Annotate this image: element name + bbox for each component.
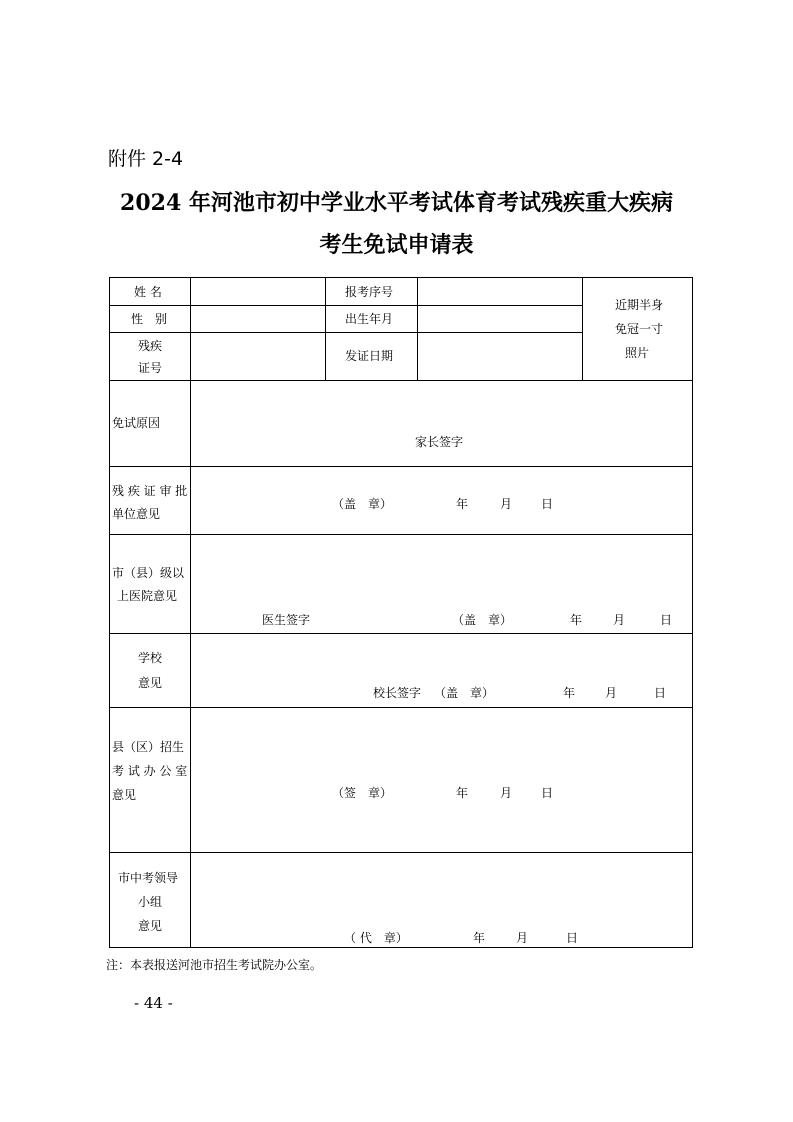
table-row-line	[109, 305, 583, 306]
day-label: 日	[541, 786, 554, 800]
photo-hint: 免冠一寸	[615, 322, 664, 336]
county-office-label: 考 试 办 公 室	[112, 764, 188, 778]
name-label: 姓 名	[134, 285, 162, 299]
year-label: 年	[473, 931, 486, 945]
school-label: 意见	[138, 676, 163, 690]
seal-label: （盖 章）	[452, 613, 513, 627]
photo-divider	[582, 277, 583, 381]
approval-label: 单位意见	[112, 507, 161, 521]
table-border-bottom	[109, 947, 693, 948]
county-office-label: 意见	[112, 788, 137, 802]
reason-label: 免试原因	[112, 416, 161, 430]
proxy-seal-label: （ 代 章）	[344, 931, 408, 945]
table-row-line	[109, 707, 693, 708]
table-border-top	[109, 277, 693, 278]
hospital-label: 上医院意见	[117, 589, 178, 603]
city-group-label: 意见	[138, 919, 163, 933]
gender-label: 性 别	[131, 312, 168, 326]
day-label: 日	[660, 613, 673, 627]
page-subtitle: 考生免试申请表	[319, 232, 474, 258]
table-row-line	[109, 380, 693, 381]
disability-cert-label: 残疾	[138, 339, 163, 353]
photo-hint: 近期半身	[615, 298, 664, 312]
year-label: 年	[456, 497, 469, 511]
table-row-line	[109, 534, 693, 535]
day-label: 日	[541, 497, 554, 511]
approval-label: 残 疾 证 审 批	[112, 484, 188, 498]
page-title: 2024 年河池市初中学业水平考试体育考试残疾重大疾病	[120, 190, 673, 216]
issue-date-label: 发证日期	[345, 349, 394, 363]
attachment-label: 附件 2-4	[108, 148, 184, 170]
table-border-left	[109, 277, 110, 948]
month-label: 月	[500, 497, 513, 511]
city-group-label: 市中考领导	[118, 871, 179, 885]
table-row-line	[109, 633, 693, 634]
table-row-line	[109, 852, 693, 853]
year-label: 年	[570, 613, 583, 627]
exam-no-label: 报考序号	[345, 285, 394, 299]
sign-seal-label: （签 章）	[332, 786, 393, 800]
page-number: - 44 -	[134, 994, 173, 1012]
month-label: 月	[516, 931, 529, 945]
day-label: 日	[654, 686, 667, 700]
table-border-right	[692, 277, 693, 948]
seal-label: （盖 章）	[332, 497, 393, 511]
birth-label: 出生年月	[345, 312, 394, 326]
county-office-label: 县（区）招生	[112, 740, 185, 754]
table-divider	[417, 277, 418, 381]
hospital-label: 市（县）级以	[112, 566, 185, 580]
doctor-signature-label: 医生签字	[262, 613, 311, 627]
table-row-line	[109, 332, 583, 333]
table-label-divider	[190, 277, 191, 948]
year-label: 年	[563, 686, 576, 700]
table-divider	[325, 277, 326, 381]
month-label: 月	[613, 613, 626, 627]
footer-note: 注：本表报送河池市招生考试院办公室。	[106, 958, 323, 972]
seal-label: （盖 章）	[434, 686, 495, 700]
table-row-line	[109, 466, 693, 467]
day-label: 日	[566, 931, 579, 945]
parent-signature-label: 家长签字	[415, 435, 464, 449]
principal-signature-label: 校长签字	[373, 686, 422, 700]
school-label: 学校	[138, 651, 163, 665]
disability-cert-label: 证号	[138, 361, 163, 375]
month-label: 月	[605, 686, 618, 700]
photo-hint: 照片	[625, 346, 650, 360]
month-label: 月	[500, 786, 513, 800]
year-label: 年	[456, 786, 469, 800]
city-group-label: 小组	[138, 895, 163, 909]
